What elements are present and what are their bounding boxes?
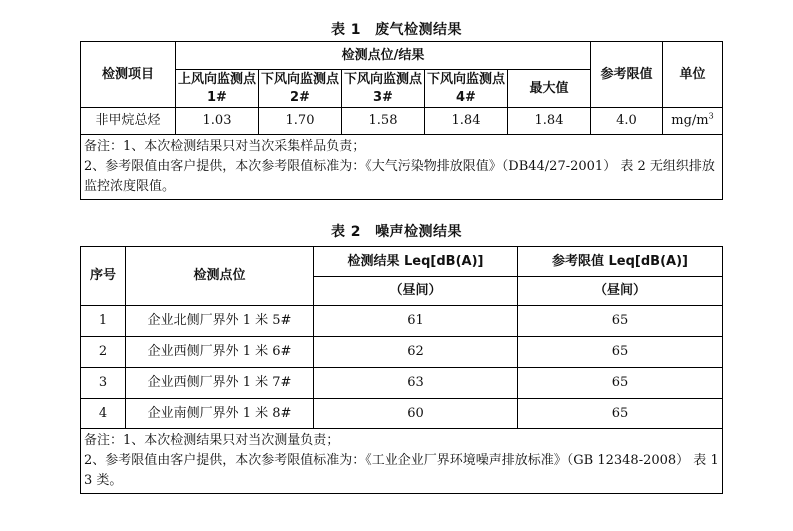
row-point: 企业西侧厂界外 1 米 6# xyxy=(126,337,314,368)
row-value-2: 1.70 xyxy=(259,108,342,135)
table-row xyxy=(81,368,723,399)
row-value-1: 1.03 xyxy=(176,108,259,135)
row-reference: 65 xyxy=(518,399,723,429)
row-value-4: 1.84 xyxy=(425,108,508,135)
header-points-results: 检测点位/结果 xyxy=(176,42,591,70)
header-test-result: 检测结果 Leq[dB(A)] xyxy=(314,247,518,277)
header-max-value: 最大值 xyxy=(508,70,591,108)
table2-note-1: 备注：1、本次检测结果只对当次测量负责； xyxy=(84,433,340,448)
table1-note-1: 备注：1、本次检测结果只对当次采集样品负责； xyxy=(84,139,366,154)
row-seq: 2 xyxy=(81,337,126,368)
table2-note-2: 2、参考限值由客户提供，本次参考限值标准为：《工业企业厂界环境噪声排放标准》（GB 12348-2008） 表 1 3 类。 xyxy=(84,453,719,488)
row-seq: 1 xyxy=(81,306,126,337)
row-unit-text: mg/m xyxy=(671,113,709,128)
table1-title-text: 废气检测结果 xyxy=(375,22,463,38)
table-row xyxy=(81,337,723,368)
header-point-3: 下风向监测点 3# xyxy=(342,70,425,108)
row-max-value: 1.84 xyxy=(508,108,591,135)
row-item-name: 非甲烷总烃 xyxy=(81,108,176,135)
row-seq: 3 xyxy=(81,368,126,399)
header-point-4: 下风向监测点 4# xyxy=(425,70,508,108)
row-reference-limit: 4.0 xyxy=(591,108,663,135)
header-result-daytime: （昼间） xyxy=(314,277,518,306)
row-reference: 65 xyxy=(518,337,723,368)
header-point-2: 下风向监测点 2# xyxy=(259,70,342,108)
table-row xyxy=(81,399,723,429)
noise-results-table xyxy=(80,246,723,494)
header-unit: 单位 xyxy=(663,42,723,108)
row-result: 60 xyxy=(314,399,518,429)
table1-notes xyxy=(81,135,723,200)
row-point: 企业西侧厂界外 1 米 7# xyxy=(126,368,314,399)
row-point: 企业南侧厂界外 1 米 8# xyxy=(126,399,314,429)
row-value-3: 1.58 xyxy=(342,108,425,135)
table-row xyxy=(81,306,723,337)
row-reference: 65 xyxy=(518,306,723,337)
header-reference-limit: 参考限值 xyxy=(591,42,663,108)
row-result: 61 xyxy=(314,306,518,337)
header-point-1: 上风向监测点 1# xyxy=(176,70,259,108)
table2-title-text: 噪声检测结果 xyxy=(375,224,463,240)
row-reference: 65 xyxy=(518,368,723,399)
table2-title-number: 表 2 xyxy=(330,224,362,240)
row-result: 63 xyxy=(314,368,518,399)
table1-title xyxy=(0,19,793,39)
header-seq: 序号 xyxy=(81,247,126,306)
table1-note-2: 2、参考限值由客户提供，本次参考限值标准为：《大气污染物排放限值》（DB44/27-2001） 表 2 无组织排放监控浓度限值。 xyxy=(84,159,715,194)
header-test-item: 检测项目 xyxy=(81,42,176,108)
row-point: 企业北侧厂界外 1 米 5# xyxy=(126,306,314,337)
table1-title-number: 表 1 xyxy=(330,22,362,38)
row-result: 62 xyxy=(314,337,518,368)
header-reference-daytime: （昼间） xyxy=(518,277,723,306)
exhaust-gas-results-table xyxy=(80,41,723,200)
table2-title xyxy=(0,221,793,241)
row-unit-superscript: 3 xyxy=(708,111,714,121)
row-seq: 4 xyxy=(81,399,126,429)
table2-notes xyxy=(81,429,723,494)
row-unit xyxy=(663,108,723,135)
header-noise-reference-limit: 参考限值 Leq[dB(A)] xyxy=(518,247,723,277)
header-test-point: 检测点位 xyxy=(126,247,314,306)
